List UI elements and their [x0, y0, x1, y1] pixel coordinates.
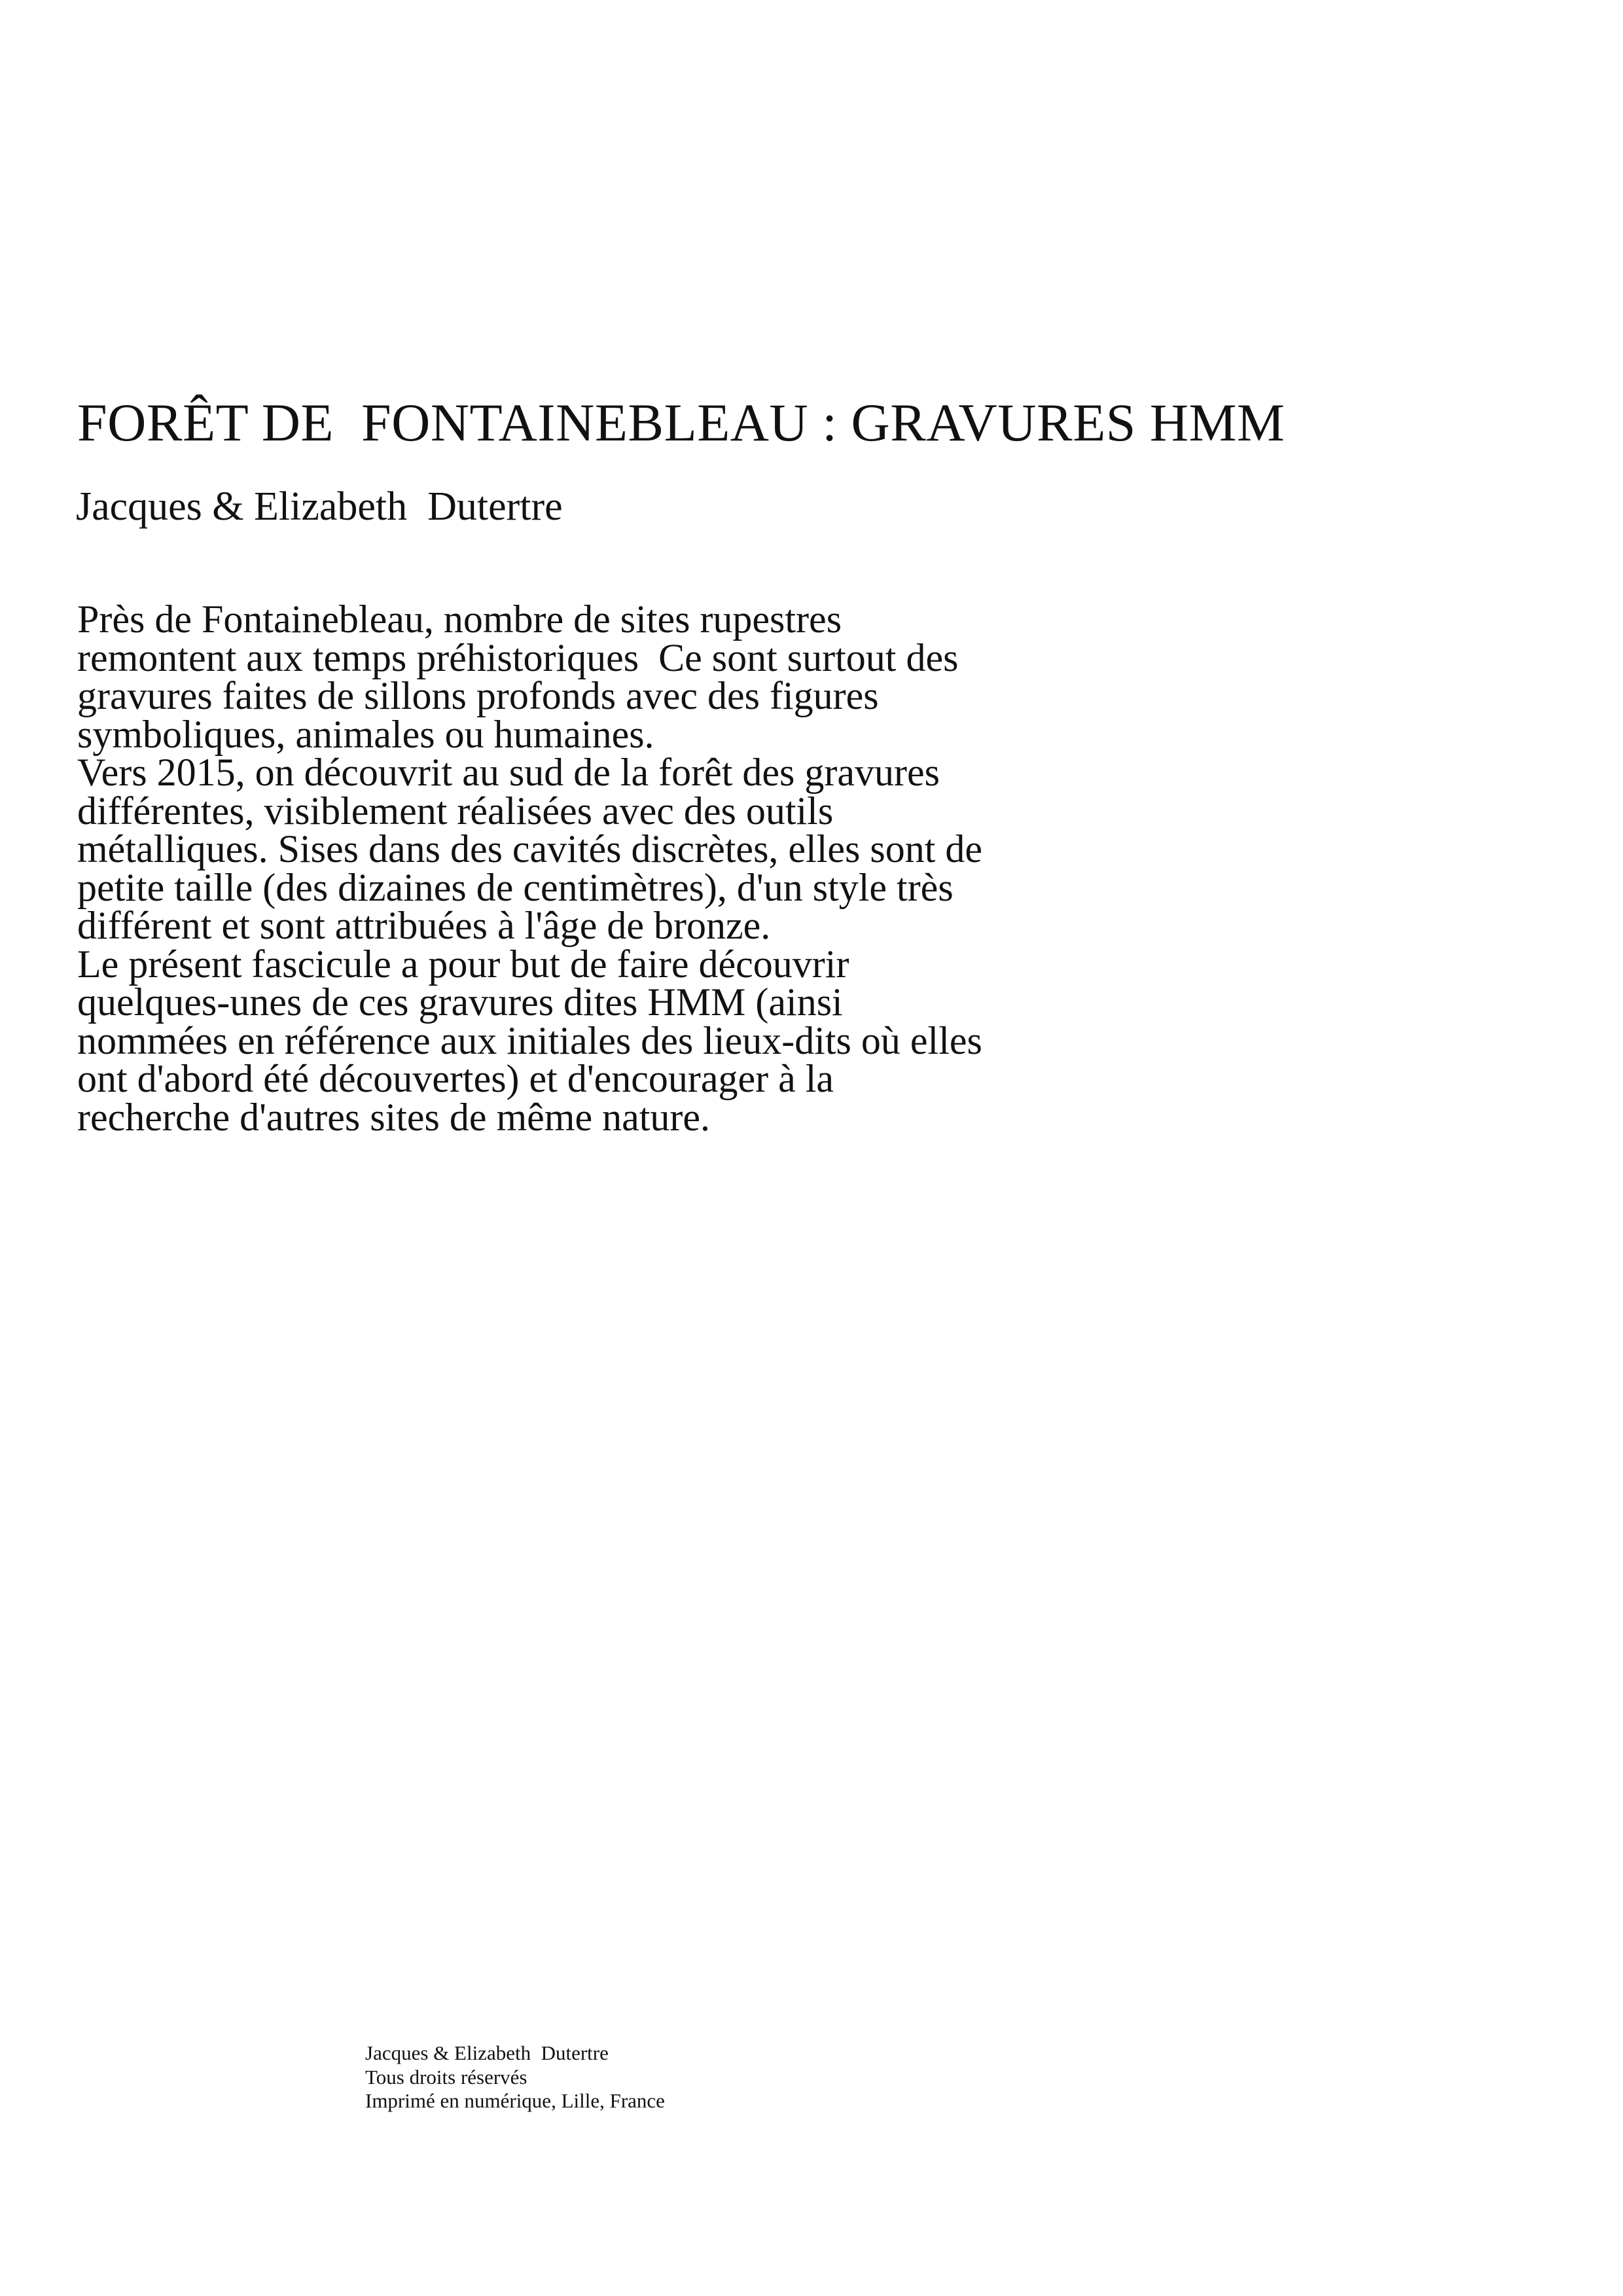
body-line: métalliques. Sises dans des cavités discrètes, elles sont de [77, 827, 983, 870]
body-line: gravures faites de sillons profonds avec des figures [77, 674, 879, 717]
body-line: remontent aux temps préhistoriques Ce sont surtout des [77, 636, 959, 679]
body-paragraph [77, 598, 1386, 1139]
body-line: quelques-unes de ces gravures dites HMM (ainsi [77, 980, 843, 1024]
body-line: symboliques, animales ou humaines. [77, 712, 654, 756]
body-line: Vers 2015, on découvrit au sud de la forêt des gravures [77, 751, 940, 794]
colophon-rights: Tous droits réservés [365, 2065, 527, 2089]
colophon-authors: Jacques & Elizabeth Dutertre [365, 2041, 609, 2064]
body-line: différent et sont attribuées à l'âge de bronze. [77, 904, 771, 947]
document-authors: Jacques & Elizabeth Dutertre [76, 484, 563, 529]
body-line: Le présent fascicule a pour but de faire découvrir [77, 942, 849, 986]
body-line: ont d'abord été découvertes) et d'encourager à la [77, 1057, 834, 1100]
body-line: petite taille (des dizaines de centimètres), d'un style très [77, 865, 954, 909]
body-line: différentes, visiblement réalisées avec des outils [77, 789, 834, 833]
body-line: Près de Fontainebleau, nombre de sites rupestres [77, 598, 842, 641]
colophon-printing: Imprimé en numérique, Lille, France [365, 2089, 665, 2112]
body-line: nommées en référence aux initiales des lieux-dits où elles [77, 1018, 982, 1062]
body-line: recherche d'autres sites de même nature. [77, 1095, 711, 1139]
document-title: FORÊT DE FONTAINEBLEAU : GRAVURES HMM [77, 393, 1285, 452]
colophon [365, 2041, 665, 2113]
